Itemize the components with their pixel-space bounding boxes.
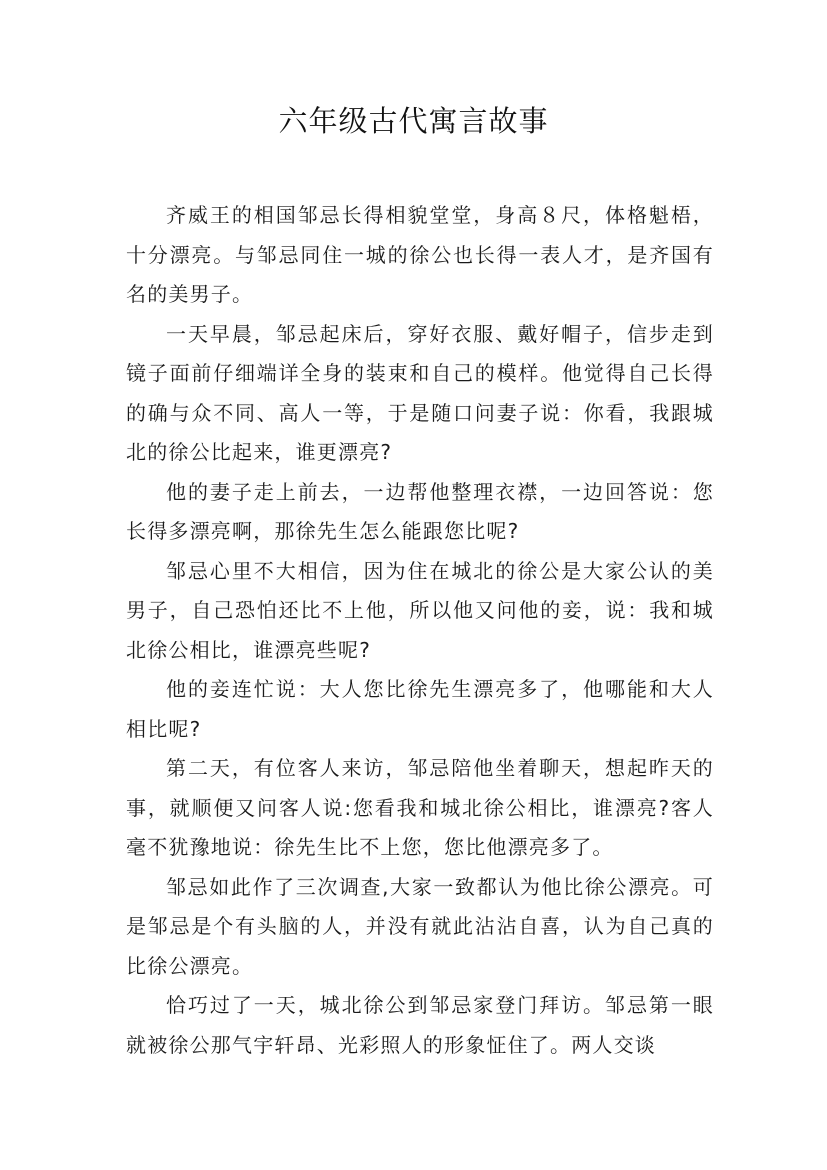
- document-body: [126, 196, 714, 1065]
- paragraph: 邹忌心里不大相信，因为住在城北的徐公是大家公认的美男子，自己恐怕还比不上他，所以他又问他的妾，说：我和城北徐公相比，谁漂亮些呢?: [126, 558, 714, 662]
- paragraph: 恰巧过了一天，城北徐公到邹忌家登门拜访。邹忌第一眼就被徐公那气宇轩昂、光彩照人的形象怔住了。两人交谈: [126, 993, 714, 1057]
- paragraph: 他的妾连忙说：大人您比徐先生漂亮多了，他哪能和大人相比呢?: [126, 677, 714, 741]
- paragraph: 齐威王的相国邹忌长得相貌堂堂，身高８尺，体格魁梧，十分漂亮。与邹忌同住一城的徐公也长得一表人才，是齐国有名的美男子。: [126, 203, 714, 306]
- paragraph: 邹忌如此作了三次调查,大家一致都认为他比徐公漂亮。可是邹忌是个有头脑的人，并没有就此沾沾自喜，认为自己真的比徐公漂亮。: [126, 874, 714, 978]
- document-title: 六年级古代寓言故事: [278, 104, 549, 138]
- paragraph: 第二天，有位客人来访，邹忌陪他坐着聊天，想起昨天的事，就顺便又问客人说:您看我和城北徐公相比，谁漂亮?客人毫不犹豫地说：徐先生比不上您，您比他漂亮多了。: [126, 756, 714, 859]
- paragraph: 一天早晨，邹忌起床后，穿好衣服、戴好帽子，信步走到镜子面前仔细端详全身的装束和自己的模样。他觉得自己长得的确与众不同、高人一等，于是随口问妻子说：你看，我跟城北的徐公比起来，谁更漂亮?: [126, 321, 714, 464]
- paragraph: 他的妻子走上前去，一边帮他整理衣襟，一边回答说：您长得多漂亮啊，那徐先生怎么能跟您比呢?: [126, 479, 714, 543]
